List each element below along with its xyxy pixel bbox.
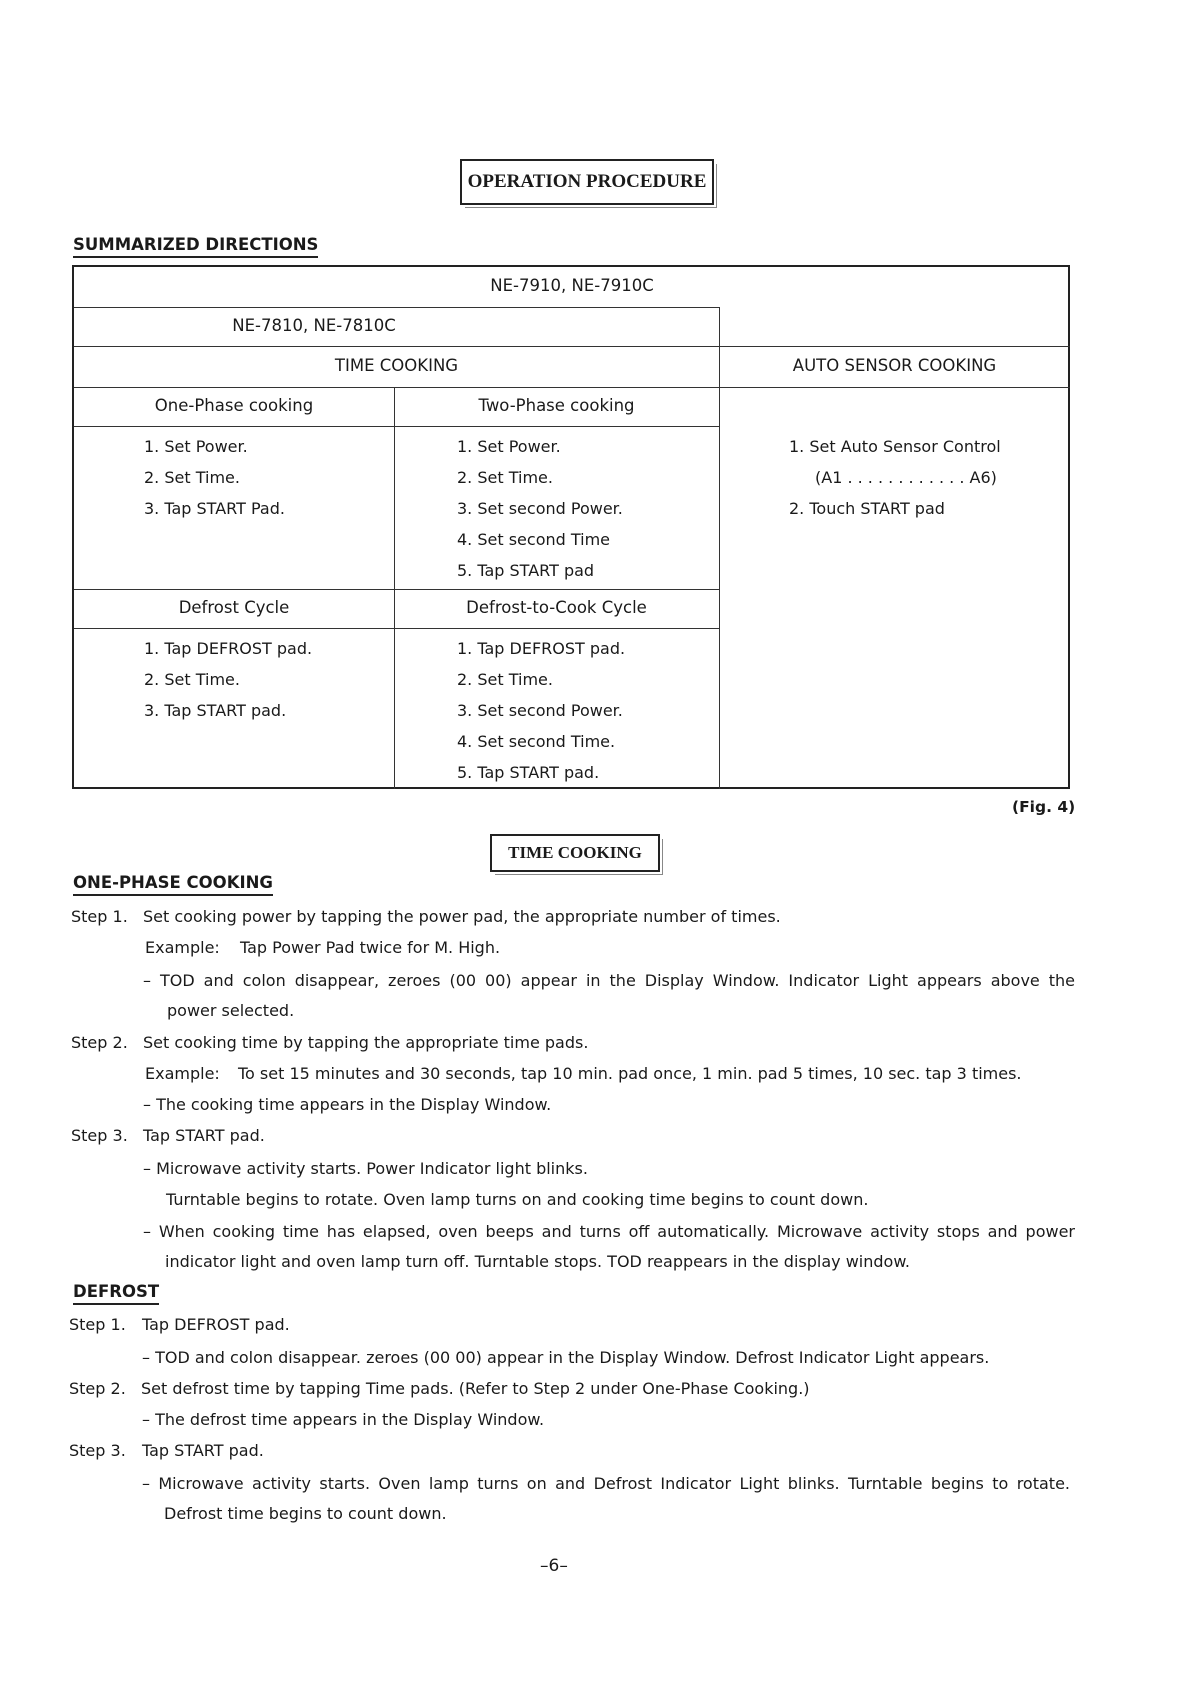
table-rule (74, 346, 1070, 347)
list-item: 3. Tap START pad. (144, 701, 287, 720)
note-text: – TOD and colon disappear. zeroes (00 00) appear in the Display Window. Defrost Indicator Light appears. (142, 1348, 990, 1367)
example-text: To set 15 minutes and 30 seconds, tap 10 min. pad once, 1 min. pad 5 times, 10 sec. tap 3 times. (238, 1064, 1022, 1083)
defrost-cycle-steps (144, 633, 312, 726)
defrost-cycle-title: Defrost Cycle (178, 598, 290, 617)
auto-sensor-steps (789, 431, 1001, 524)
list-item: 2. Set Time. (457, 670, 553, 689)
list-item: 3. Set second Power. (457, 499, 623, 518)
time-cooking-title (490, 834, 660, 872)
list-item: 2. Set Time. (144, 670, 240, 689)
one-phase-steps (144, 431, 285, 524)
list-item: 1. Set Power. (144, 437, 248, 456)
defrost-to-cook-steps (457, 633, 625, 788)
note-text: Turntable begins to rotate. Oven lamp turns on and cooking time begins to count down. (166, 1190, 869, 1209)
list-item: 1. Tap DEFROST pad. (144, 639, 313, 658)
list-item: 2. Set Time. (144, 468, 240, 487)
step-text: Set cooking time by tapping the appropriate time pads. (143, 1033, 589, 1052)
note-text: – Microwave activity starts. Oven lamp turns on and Defrost Indicator Light blinks. Turntable begins to rotate. (142, 1474, 1070, 1493)
time-cooking-title-text: TIME COOKING (508, 843, 642, 862)
step-text: Tap DEFROST pad. (142, 1315, 290, 1334)
list-item: 3. Set second Power. (457, 701, 623, 720)
table-rule (719, 307, 720, 789)
table-rule (74, 628, 719, 629)
summary-table (72, 265, 1070, 789)
step-label: Step 2. (71, 1033, 128, 1052)
defrost-heading: DEFROST (73, 1282, 159, 1305)
step-label: Step 2. (69, 1379, 126, 1398)
list-item: 1. Set Auto Sensor Control (789, 437, 1001, 456)
step-text: Tap START pad. (142, 1441, 264, 1460)
list-item: 4. Set second Time. (457, 732, 616, 751)
note-text: – TOD and colon disappear, zeroes (00 00) appear in the Display Window. Indicator Light appears above the (143, 971, 1075, 990)
note-text: – Microwave activity starts. Power Indicator light blinks. (143, 1159, 588, 1178)
example-text: Tap Power Pad twice for M. High. (240, 938, 501, 957)
list-item: 2. Touch START pad (789, 499, 945, 518)
step-label: Step 3. (69, 1441, 126, 1460)
note-text: – The defrost time appears in the Display Window. (142, 1410, 545, 1429)
table-rule (74, 387, 1070, 388)
one-phase-title: One-Phase cooking (154, 396, 314, 415)
list-item: 1. Set Power. (457, 437, 561, 456)
list-item: (A1 . . . . . . . . . . . . A6) (815, 468, 997, 487)
list-item: 5. Tap START pad (457, 561, 595, 580)
table-rule (394, 387, 395, 789)
list-item: 3. Tap START Pad. (144, 499, 285, 518)
table-rule (74, 589, 719, 590)
figure-label: (Fig. 4) (1012, 798, 1076, 816)
model-all-label: NE-7910, NE-7910C (490, 276, 654, 295)
two-phase-steps (457, 431, 623, 586)
model-sub-label: NE-7810, NE-7810C (232, 316, 396, 335)
operation-procedure-title-text: OPERATION PROCEDURE (467, 171, 707, 192)
note-text: – The cooking time appears in the Display Window. (143, 1095, 552, 1114)
page-number: –6– (540, 1556, 568, 1576)
step-text: Set defrost time by tapping Time pads. (Refer to Step 2 under One-Phase Cooking.) (141, 1379, 810, 1398)
example-label: Example: (145, 938, 220, 957)
step-text: Set cooking power by tapping the power pad, the appropriate number of times. (143, 907, 781, 926)
table-rule (74, 307, 719, 308)
step-label: Step 1. (71, 907, 128, 926)
table-rule (74, 426, 719, 427)
list-item: 5. Tap START pad. (457, 763, 600, 782)
operation-procedure-title (460, 159, 714, 205)
note-text: power selected. (167, 1001, 295, 1020)
note-text: Defrost time begins to count down. (164, 1504, 447, 1523)
list-item: 2. Set Time. (457, 468, 553, 487)
note-text: – When cooking time has elapsed, oven beeps and turns off automatically. Microwave activity stops and power (143, 1222, 1075, 1241)
defrost-to-cook-title: Defrost-to-Cook Cycle (466, 598, 647, 617)
list-item: 1. Tap DEFROST pad. (457, 639, 626, 658)
example-label: Example: (145, 1064, 220, 1083)
one-phase-heading: ONE-PHASE COOKING (73, 873, 273, 896)
note-text: indicator light and oven lamp turn off. Turntable stops. TOD reappears in the display window. (165, 1252, 911, 1271)
summarized-directions-heading: SUMMARIZED DIRECTIONS (73, 235, 318, 258)
auto-sensor-label: AUTO SENSOR COOKING (792, 356, 997, 375)
step-label: Step 3. (71, 1126, 128, 1145)
step-label: Step 1. (69, 1315, 126, 1334)
two-phase-title: Two-Phase cooking (478, 396, 635, 415)
time-cooking-label: TIME COOKING (334, 356, 459, 375)
list-item: 4. Set second Time (457, 530, 611, 549)
step-text: Tap START pad. (143, 1126, 265, 1145)
